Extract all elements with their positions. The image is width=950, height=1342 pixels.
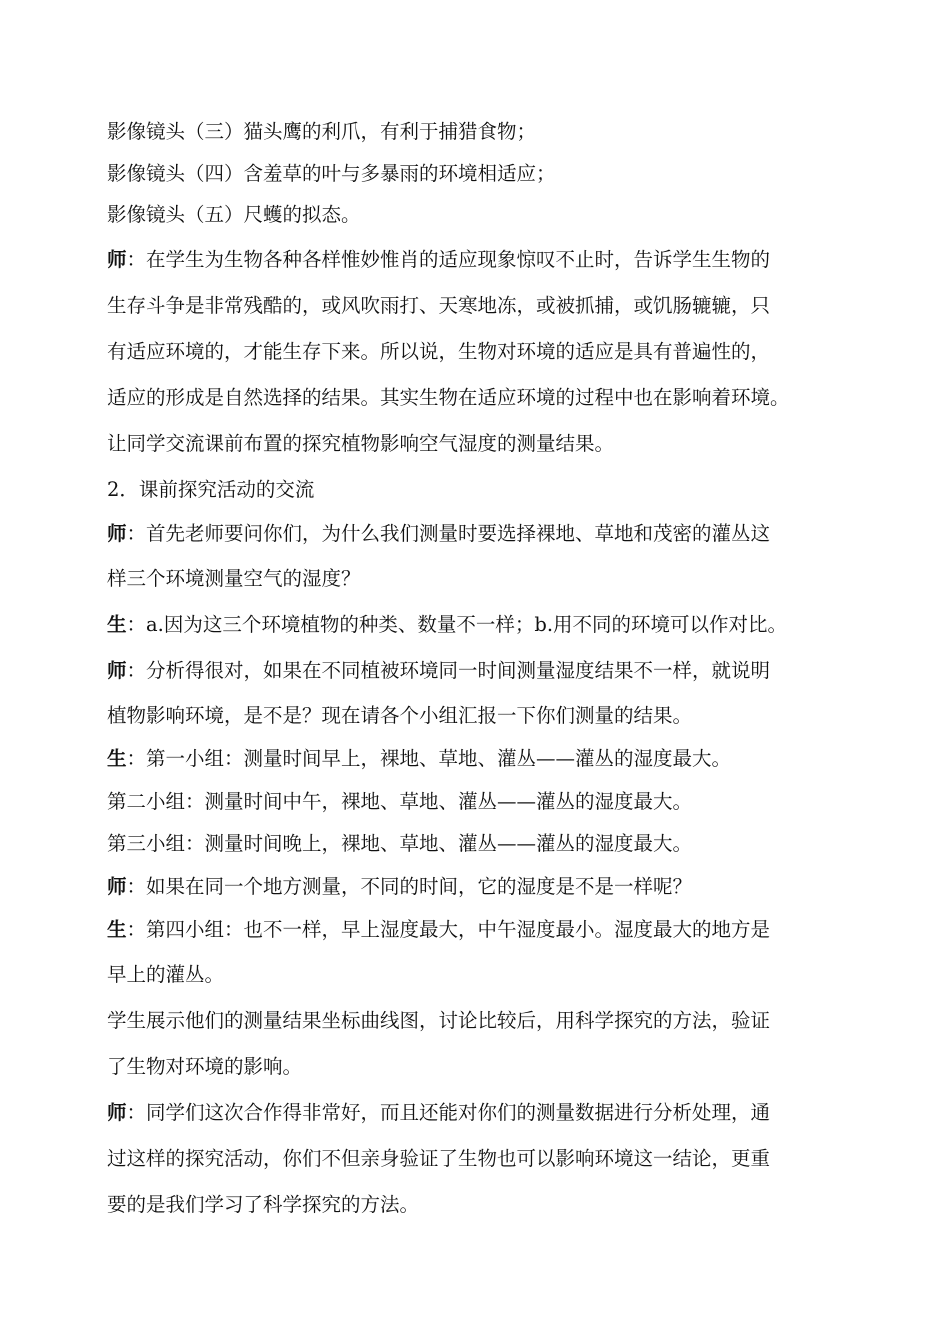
text-line [107, 203, 361, 227]
speaker-label: 师 [107, 659, 127, 682]
line-text: 要的是我们学习了科学探究的方法。 [107, 1193, 420, 1216]
speaker-label: 师 [107, 875, 127, 898]
speaker-label: 生 [107, 747, 127, 770]
line-text: ：第四小组：也不一样，早上湿度最大，中午湿度最小。湿度最大的地方是 [126, 918, 771, 941]
line-text: ：首先老师要问你们，为什么我们测量时要选择裸地、草地和茂密的灌丛这 [126, 522, 771, 545]
section-heading [107, 478, 314, 502]
text-line [107, 1009, 770, 1033]
text-line [107, 340, 770, 364]
speaker-label: 师 [107, 522, 127, 545]
text-line [107, 567, 361, 591]
speaker-label: 师 [107, 1101, 127, 1124]
text-line [107, 790, 692, 814]
text-line [107, 432, 614, 456]
text-line [107, 704, 692, 728]
text-line [107, 918, 770, 942]
line-text: ：a.因为这三个环境植物的种类、数量不一样；b.用不同的环境可以作对比。 [126, 613, 788, 636]
text-line [107, 1147, 770, 1171]
line-text: 过这样的探究活动，你们不但亲身验证了生物也可以影响环境这一结论，更重 [107, 1147, 771, 1170]
line-text: 有适应环境的，才能生存下来。所以说，生物对环境的适应是具有普遍性的， [107, 340, 771, 363]
text-line [107, 162, 556, 186]
text-line [107, 1193, 419, 1217]
speaker-label: 生 [107, 918, 127, 941]
text-line [107, 386, 790, 410]
line-text: 生存斗争是非常残酷的，或风吹雨打、天寒地冻，或被抓捕，或饥肠辘辘，只 [107, 294, 771, 317]
line-text: 让同学交流课前布置的探究植物影响空气湿度的测量结果。 [107, 432, 615, 455]
line-text: ：在学生为生物各种各样惟妙惟肖的适应现象惊叹不止时，告诉学生生物的 [126, 248, 771, 271]
text-line [107, 120, 536, 144]
line-text: ：如果在同一个地方测量，不同的时间，它的湿度是不是一样呢？ [126, 875, 693, 898]
line-text: 样三个环境测量空气的湿度？ [107, 567, 361, 590]
text-line [107, 1101, 770, 1125]
text-line [107, 613, 787, 637]
text-line [107, 963, 224, 987]
speaker-label: 师 [107, 248, 127, 271]
line-text: 第二小组：测量时间中午，裸地、草地、灌丛——灌丛的湿度最大。 [107, 790, 693, 813]
line-text: 第三小组：测量时间晚上，裸地、草地、灌丛——灌丛的湿度最大。 [107, 832, 693, 855]
line-text: 植物影响环境，是不是？现在请各个小组汇报一下你们测量的结果。 [107, 704, 693, 727]
text-line [107, 832, 692, 856]
line-text: ：同学们这次合作得非常好，而且还能对你们的测量数据进行分析处理，通 [126, 1101, 771, 1124]
text-line [107, 1055, 302, 1079]
line-text: 早上的灌丛。 [107, 963, 225, 986]
text-line [107, 875, 692, 899]
text-line [107, 522, 770, 546]
line-text: ：第一小组：测量时间早上，裸地、草地、灌丛——灌丛的湿度最大。 [126, 747, 732, 770]
line-text: 影像镜头（五）尺蠖的拟态。 [107, 203, 361, 226]
text-line [107, 659, 770, 683]
line-text: 影像镜头（四）含羞草的叶与多暴雨的环境相适应； [107, 162, 556, 185]
line-text: 影像镜头（三）猫头鹰的利爪，有利于捕猎食物； [107, 120, 537, 143]
line-text: ：分析得很对，如果在不同植被环境同一时间测量湿度结果不一样，就说明 [126, 659, 771, 682]
text-line [107, 248, 770, 272]
text-line [107, 294, 770, 318]
text-line [107, 747, 731, 771]
line-text: 了生物对环境的影响。 [107, 1055, 303, 1078]
line-text: 2．课前探究活动的交流 [107, 478, 315, 501]
speaker-label: 生 [107, 613, 127, 636]
line-text: 学生展示他们的测量结果坐标曲线图，讨论比较后，用科学探究的方法，验证 [107, 1009, 771, 1032]
line-text: 适应的形成是自然选择的结果。其实生物在适应环境的过程中也在影响着环境。 [107, 386, 790, 409]
